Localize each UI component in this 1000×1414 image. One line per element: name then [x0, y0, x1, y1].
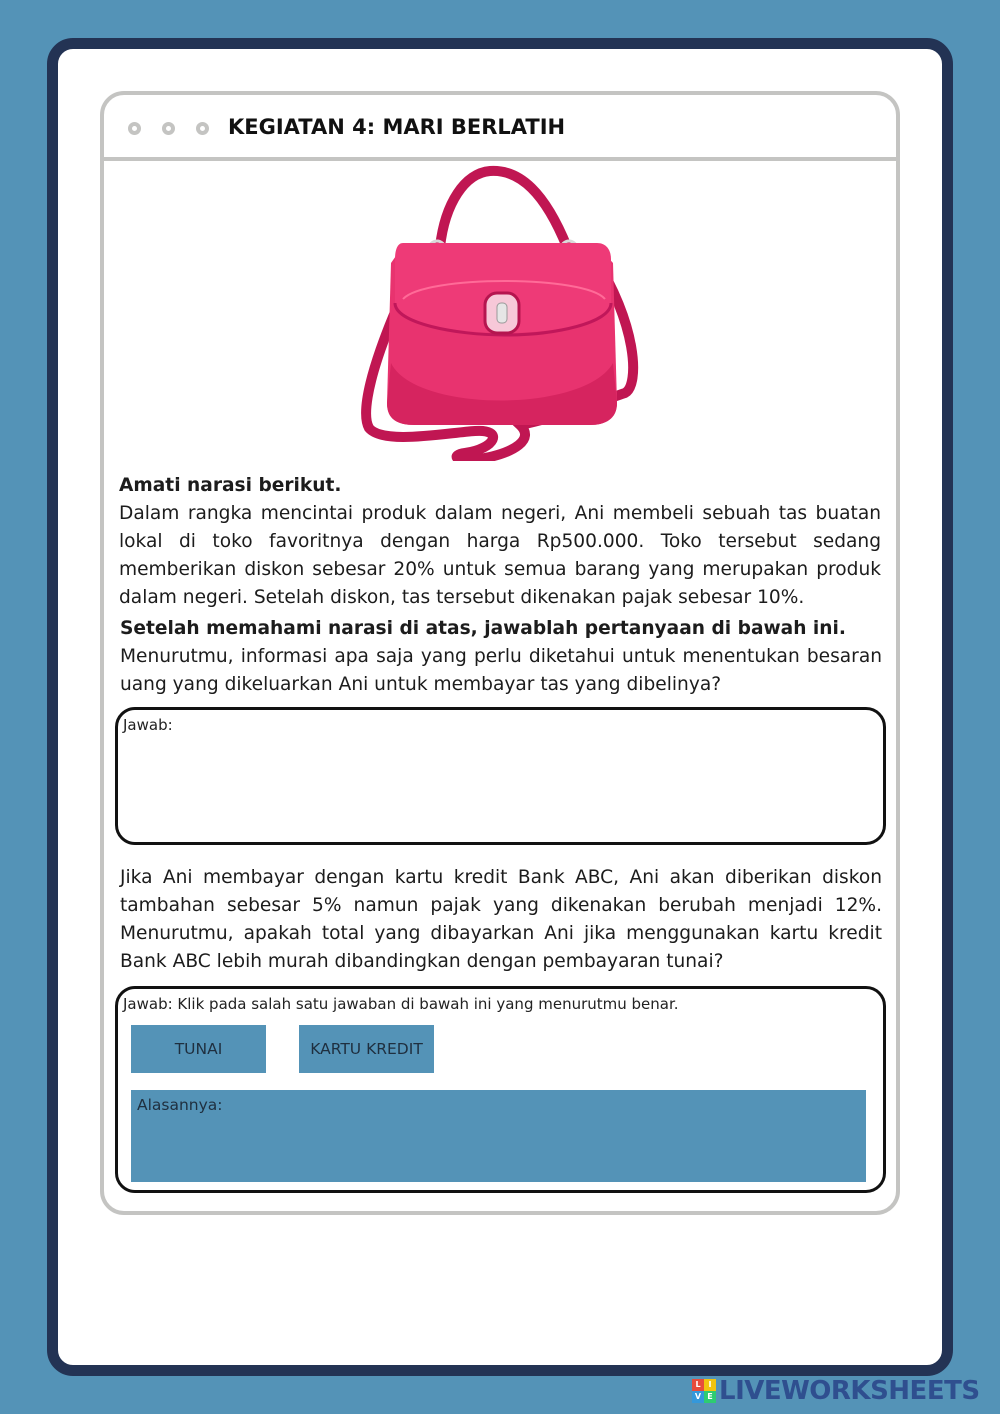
window-dot-icon: [196, 122, 209, 135]
brand-name: LIVEWORKSHEETS: [719, 1376, 980, 1406]
window-titlebar: [104, 95, 896, 161]
question-2-text: Jika Ani membayar dengan kartu kredit Bank ABC, Ani akan diberikan diskon tambahan sebesar 5% namun pajak yang dikenakan berubah menjadi 12%. Menurutmu, apakah total yang dibayarkan Ani jika menggunakan kartu kredit Bank ABC lebih murah dibandingkan dengan pembayaran tunai?: [120, 867, 882, 972]
option-kartu-kredit-button[interactable]: KARTU KREDIT: [299, 1025, 434, 1073]
narrative-text: Dalam rangka mencintai produk dalam negeri, Ani membeli sebuah tas buatan lokal di toko favoritnya dengan harga Rp500.000. Toko tersebut sedang memberikan diskon sebesar 20% untuk semua barang yang merupakan produk dalam negeri. Setelah diskon, tas tersebut dikenakan pajak sebesar 10%.: [119, 503, 881, 608]
question-1-text: Menurutmu, informasi apa saja yang perlu diketahui untuk menentukan besaran uang yang dikeluarkan Ani untuk membayar tas yang dibelinya?: [120, 646, 882, 695]
handbag-illustration: [355, 163, 645, 461]
question-instruction: Setelah memahami narasi di atas, jawablah pertanyaan di bawah ini.: [120, 618, 846, 639]
answer-2-label: Jawab: Klik pada salah satu jawaban di bawah ini yang menurutmu benar.: [123, 995, 679, 1013]
answer-1-field[interactable]: [115, 707, 886, 845]
page-title: KEGIATAN 4: MARI BERLATIH: [228, 115, 566, 139]
liveworksheets-logo-icon: [692, 1379, 716, 1403]
logo-letter: L: [692, 1379, 704, 1391]
window-dot-icon: [162, 122, 175, 135]
answer-1-label: Jawab:: [123, 716, 173, 734]
reason-input[interactable]: [131, 1090, 866, 1182]
logo-letter: I: [704, 1379, 716, 1391]
reason-label: Alasannya:: [137, 1096, 223, 1114]
logo-letter: V: [692, 1391, 704, 1403]
window-dot-icon: [128, 122, 141, 135]
option-tunai-button[interactable]: TUNAI: [131, 1025, 266, 1073]
liveworksheets-brand: [692, 1374, 980, 1408]
narrative-heading: Amati narasi berikut.: [119, 475, 342, 496]
logo-letter: E: [704, 1391, 716, 1403]
